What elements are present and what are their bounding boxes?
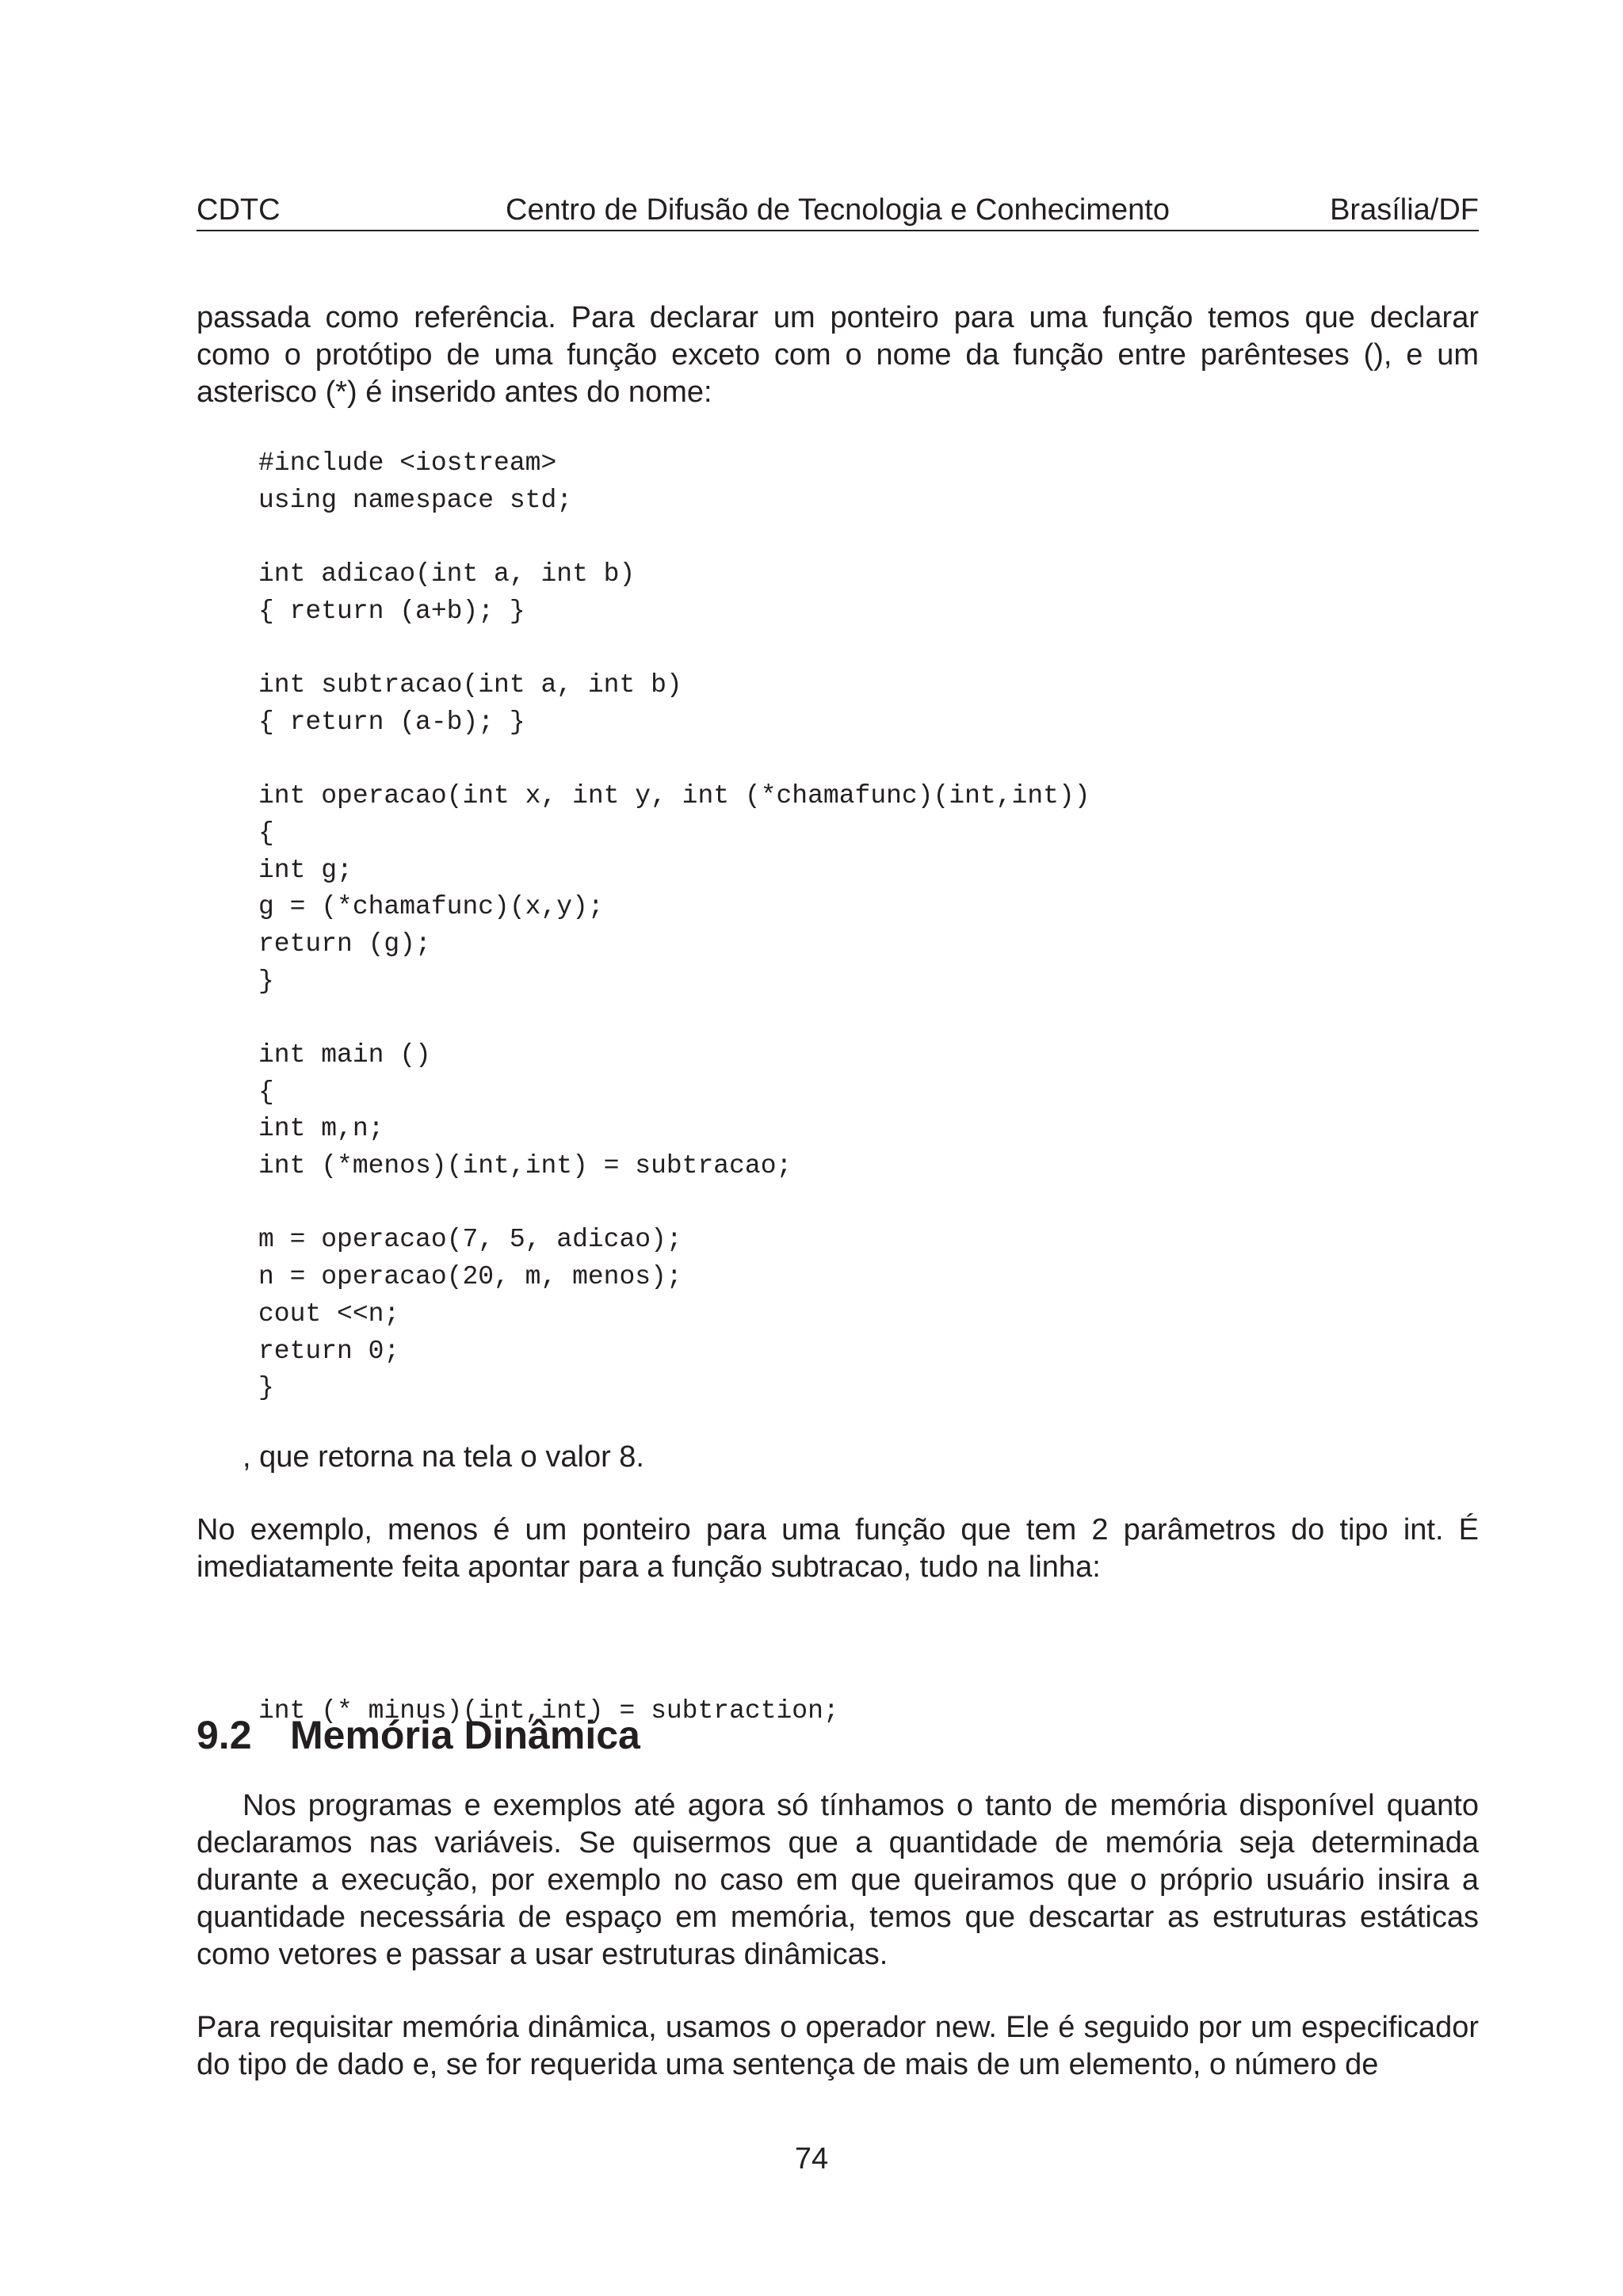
code-line: m = operacao(7, 5, adicao); xyxy=(258,1225,682,1255)
code-line: return 0; xyxy=(258,1336,400,1366)
section-heading xyxy=(197,1711,640,1759)
code-line xyxy=(258,742,1090,779)
code-line xyxy=(258,519,1090,556)
example-paragraph xyxy=(197,1512,1479,1586)
header-center: Centro de Difusão de Tecnologia e Conhecimento xyxy=(506,193,1170,227)
code-line: #include <iostream> xyxy=(258,448,557,478)
code-line: } xyxy=(258,1373,274,1403)
code-line: { xyxy=(258,1077,274,1107)
code-line: cout <<n; xyxy=(258,1299,400,1329)
code-line: int (*menos)(int,int) = subtracao; xyxy=(258,1151,792,1181)
code-line xyxy=(258,1185,1090,1222)
code-line-text: int (* minus)(int,int) = subtraction; xyxy=(258,1696,839,1726)
section-paragraph-1 xyxy=(197,1787,1479,1974)
code-line: { xyxy=(258,818,274,848)
example-paragraph-text: No exemplo, menos é um ponteiro para uma função que tem 2 parâmetros do tipo int. É imediatamente feita apontar para a função subtracao, tudo na linha: xyxy=(197,1513,1479,1584)
code-line xyxy=(258,1000,1090,1037)
code-block xyxy=(258,445,1090,1407)
section-paragraph-2 xyxy=(197,2009,1479,2084)
code-line: return (g); xyxy=(258,929,431,959)
section-paragraph-2-text: Para requisitar memória dinâmica, usamos o operador new. Ele é seguido por um especificador do tipo de dado e, se for requerida uma sentença de mais de um elemento, o número de xyxy=(197,2011,1479,2081)
code-line: { return (a-b); } xyxy=(258,707,525,737)
code-line xyxy=(258,630,1090,667)
result-text xyxy=(242,1439,1479,1476)
code-line: int operacao(int x, int y, int (*chamafunc)(int,int)) xyxy=(258,781,1090,811)
code-line: g = (*chamafunc)(x,y); xyxy=(258,892,604,922)
intro-paragraph-text: passada como referência. Para declarar um ponteiro para uma função temos que declarar como o protótipo de uma função exceto com o nome da função entre parênteses (), e um asterisco (*) é inserido antes do nome: xyxy=(197,301,1479,409)
page-number: 74 xyxy=(794,2142,829,2176)
section-number: 9.2 xyxy=(197,1713,252,1757)
section-paragraph-1-text: Nos programas e exemplos até agora só tínhamos o tanto de memória disponível quanto declaramos nas variáveis. Se quisermos que a quantidade de memória seja determinada durante a execução, por exemplo no caso em que queiramos que o próprio usuário insira a quantidade necessária de espaço em memória, temos que descartar as estruturas estáticas como vetores e passar a usar estruturas dinâmicas. xyxy=(197,1789,1479,1971)
code-line: } xyxy=(258,966,274,996)
intro-paragraph xyxy=(197,299,1479,411)
code-line: int g; xyxy=(258,855,353,885)
code-line: int subtracao(int a, int b) xyxy=(258,670,682,700)
code-line: int m,n; xyxy=(258,1114,384,1144)
section-title: Memória Dinâmica xyxy=(290,1713,640,1757)
running-header xyxy=(197,190,1479,231)
result-text-content: , que retorna na tela o valor 8. xyxy=(242,1440,644,1474)
header-left: CDTC xyxy=(197,193,281,227)
header-right: Brasília/DF xyxy=(1330,193,1479,227)
code-line: { return (a+b); } xyxy=(258,596,525,626)
code-line: n = operacao(20, m, menos); xyxy=(258,1262,682,1292)
code-line: int adicao(int a, int b) xyxy=(258,559,636,589)
code-line: using namespace std; xyxy=(258,485,573,515)
code-line: int main () xyxy=(258,1040,431,1070)
